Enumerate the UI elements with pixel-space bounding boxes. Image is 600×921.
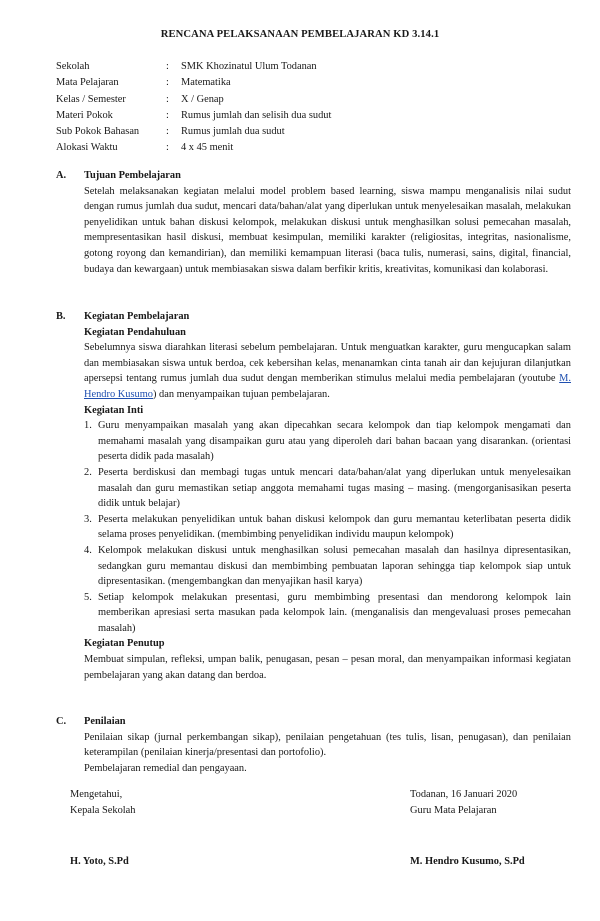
section-title: Kegiatan Pembelajaran	[84, 311, 190, 322]
info-value: SMK Khozinatul Ulum Todanan	[181, 61, 317, 72]
info-label: Sekolah	[56, 61, 90, 72]
signature-left-line2: Kepala Sekolah	[70, 804, 136, 816]
info-row-sekolah	[56, 59, 556, 75]
info-colon: :	[166, 109, 169, 121]
subheading-inti: Kegiatan Inti	[84, 404, 144, 416]
list-item	[84, 543, 571, 590]
info-row-kelas-semester	[56, 92, 556, 108]
list-item-text: Guru menyampaikan masalah yang akan dipecahkan secara kelompok dan tiap kelompok mengamati dan memahami masalah yang disampaikan guru atau yang diperoleh dari bahan bacaan yang disarankan. (orientasi peserta didik pada masalah)	[98, 420, 571, 463]
signature-right-name: M. Hendro Kusumo, S.Pd	[410, 856, 525, 867]
section-title: Tujuan Pembelajaran	[84, 170, 181, 181]
list-item	[84, 418, 571, 465]
pendahuluan-text: Sebelumnya siswa diarahkan literasi sebelum pembelajaran. Untuk menguatkan karakter, guru mengucapkan salam dan membiasakan siswa untuk berdoa, cek kebersihan kelas, menanamkan cinta tanah air dan kejujuran dilanjutkan apersepsi tentang rumus jumlah dua sudut dengan memberikan stimulus melalui media pembelajaran (youtube	[84, 342, 571, 385]
section-letter: C.	[56, 716, 67, 727]
pendahuluan-paragraph	[84, 340, 571, 402]
youtube-channel-link[interactable]: M. Hendro Kusumo	[84, 373, 571, 400]
info-row-alokasi-waktu	[56, 140, 556, 156]
list-item	[84, 512, 571, 543]
info-colon: :	[166, 126, 169, 138]
list-item-text: Peserta melakukan penyelidikan untuk bahan diskusi kelompok dan guru memantau keterlibatan peserta didik selama proses penyelidikan. (membimbing penyelidikan individu maupun kelompok)	[98, 513, 571, 541]
pendahuluan-text-end: ) dan menyampaikan tujuan pembelajaran.	[152, 388, 330, 400]
document-title: RENCANA PELAKSANAAN PEMBELAJARAN KD 3.14.1	[160, 29, 440, 40]
section-kegiatan	[56, 309, 571, 683]
info-label: Materi Pokok	[56, 109, 113, 121]
list-item-number: 2.	[84, 466, 92, 478]
penutup-paragraph: Membuat simpulan, refleksi, umpan balik, penugasan, pesan – pesan moral, dan menyampaikan informasi kegiatan pembelajaran yang akan datang dan berdoa.	[84, 654, 571, 681]
info-label: Alokasi Waktu	[56, 142, 118, 154]
list-item-number: 3.	[84, 513, 92, 525]
list-item-text: Setiap kelompok melakukan presentasi, guru membimbing presentasi dan mendorong kelompok lain memberikan apresiasi serta masukan pada kelompok lain. (menganalisis dan mengevaluasi proses pemecahan masalah)	[98, 591, 571, 634]
signature-right-block	[410, 787, 517, 818]
list-item-number: 1.	[84, 420, 92, 432]
list-item	[84, 465, 571, 512]
info-value: X / Genap	[181, 93, 224, 105]
info-value: Rumus jumlah dua sudut	[181, 126, 285, 138]
info-row-sub-pokok-bahasan	[56, 124, 556, 140]
list-item-text: Kelompok melakukan diskusi untuk menghasilkan solusi pemecahan masalah dan hasilnya dipresentasikan, sedangkan guru memantau diskusi dan membimbing pembuatan laporan sehingga tiap kelompok siap untuk dipresentasikan. (mengembangkan dan menyajikan hasil karya)	[98, 544, 571, 588]
subheading-pendahuluan: Kegiatan Pendahuluan	[84, 326, 186, 338]
list-item-number: 5.	[84, 591, 92, 603]
info-label: Sub Pokok Bahasan	[56, 126, 140, 138]
info-colon: :	[166, 61, 169, 72]
section-heading	[56, 168, 571, 184]
remedial-line: Pembelajaran remedial dan pengayaan.	[84, 762, 247, 774]
signature-left-line1: Mengetahui,	[70, 789, 123, 800]
section-letter: B.	[56, 311, 66, 322]
section-title: Penilaian	[84, 716, 126, 727]
signature-left-name: H. Yoto, S.Pd	[70, 856, 129, 867]
subheading-penutup: Kegiatan Penutup	[84, 638, 165, 650]
section-tujuan	[56, 168, 571, 277]
info-table	[56, 59, 556, 157]
info-colon: :	[166, 142, 169, 154]
info-row-mata-pelajaran	[56, 75, 556, 91]
list-item-text: Peserta berdiskusi dan membagi tugas untuk mencari data/bahan/alat yang diperlukan untuk menyelesaikan masalah dan guru memastikan setiap anggota memahami tugas masing – masing. (mengorganisasikan peserta didik untuk belajar)	[98, 466, 571, 510]
info-colon: :	[166, 93, 169, 105]
info-value: 4 x 45 menit	[181, 142, 234, 154]
info-label: Mata Pelajaran	[56, 77, 119, 89]
signature-left-block	[70, 787, 136, 818]
info-label: Kelas / Semester	[56, 93, 126, 105]
tujuan-paragraph: Setelah melaksanakan kegiatan melalui model problem based learning, siswa mampu menganalisis nilai sudut dengan rumus jumlah dua sudut, mencari data/bahan/alat yang diperlukan untuk menyelesaikan masalah, melakukan penyelidikan untuk bahan diskusi kelompok, melakukan diskusi untuk menghasilkan solusi pemecahan masalah, mempresentasikan hasil diskusi, membuat kesimpulan, memiliki karakter (religiositas, integritas, nasionalisme, gotong royong dan kemandirian), dan memiliki kemampuan literasi (baca tulis, numerasi, sains, digital, financial, budaya dan kewargaan) untuk membiasakan siswa dalam berfikir kritis, kreativitas, komunikasi dan kolaborasi.	[84, 185, 571, 275]
info-value: Matematika	[181, 77, 231, 89]
section-heading	[56, 309, 571, 325]
inti-steps-list	[84, 418, 571, 636]
section-penilaian	[56, 714, 571, 776]
signature-right-line2: Guru Mata Pelajaran	[410, 804, 497, 816]
signature-right-line1: Todanan, 16 Januari 2020	[410, 789, 518, 800]
list-item	[84, 590, 571, 637]
list-item-number: 4.	[84, 544, 92, 556]
info-colon: :	[166, 77, 169, 89]
info-value: Rumus jumlah dan selisih dua sudut	[181, 109, 332, 121]
section-letter: A.	[56, 170, 67, 181]
info-row-materi-pokok	[56, 108, 556, 124]
penilaian-paragraph: Penilaian sikap (jurnal perkembangan sikap), penilaian pengetahuan (tes tulis, lisan, penugasan), dan penilaian keterampilan (penilaian kinerja/presentasi dan portofolio).	[84, 731, 571, 759]
section-heading	[56, 714, 571, 730]
